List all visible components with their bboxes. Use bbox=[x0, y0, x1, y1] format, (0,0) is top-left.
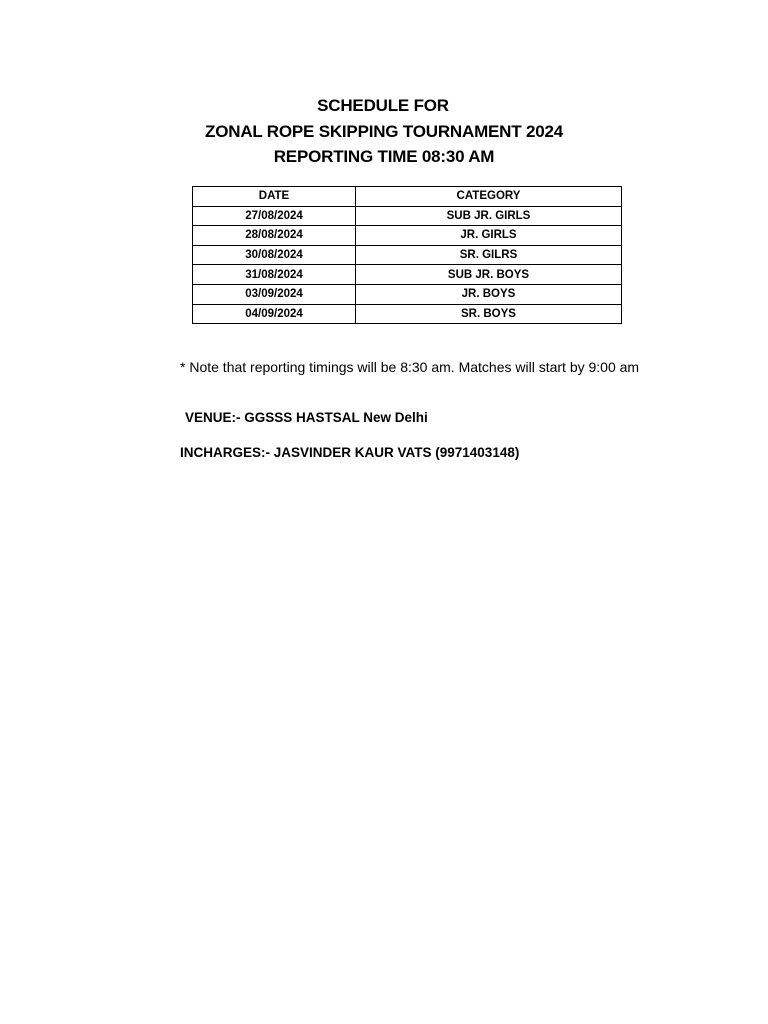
category-cell: SR. GILRS bbox=[356, 245, 622, 265]
category-cell: SR. BOYS bbox=[356, 304, 622, 324]
table-row bbox=[193, 284, 622, 304]
category-cell: JR. BOYS bbox=[356, 284, 622, 304]
table-row bbox=[193, 265, 622, 285]
venue-line: VENUE:- GGSSS HASTSAL New Delhi bbox=[185, 410, 428, 425]
schedule-table bbox=[192, 186, 622, 324]
title-line-schedule-for: SCHEDULE FOR bbox=[317, 96, 449, 115]
category-cell: SUB JR. BOYS bbox=[356, 265, 622, 285]
title-line-tournament: ZONAL ROPE SKIPPING TOURNAMENT 2024 bbox=[205, 121, 563, 141]
column-header-category: CATEGORY bbox=[356, 187, 622, 207]
document-title bbox=[0, 93, 768, 170]
title-line-reporting-time: REPORTING TIME 08:30 AM bbox=[273, 147, 495, 166]
date-cell: 03/09/2024 bbox=[193, 284, 356, 304]
column-header-date: DATE bbox=[193, 187, 356, 207]
date-cell: 04/09/2024 bbox=[193, 304, 356, 324]
incharges-line: INCHARGES:- JASVINDER KAUR VATS (9971403148) bbox=[180, 445, 520, 460]
category-cell: SUB JR. GIRLS bbox=[356, 206, 622, 226]
date-cell: 27/08/2024 bbox=[193, 206, 356, 226]
table-row bbox=[193, 206, 622, 226]
table-row bbox=[193, 304, 622, 324]
table-row bbox=[193, 226, 622, 246]
date-cell: 31/08/2024 bbox=[193, 265, 356, 285]
table-header-row bbox=[193, 187, 622, 207]
reporting-note: * Note that reporting timings will be 8:30 am. Matches will start by 9:00 am bbox=[180, 359, 640, 375]
table-row bbox=[193, 245, 622, 265]
category-cell: JR. GIRLS bbox=[356, 226, 622, 246]
date-cell: 28/08/2024 bbox=[193, 226, 356, 246]
date-cell: 30/08/2024 bbox=[193, 245, 356, 265]
